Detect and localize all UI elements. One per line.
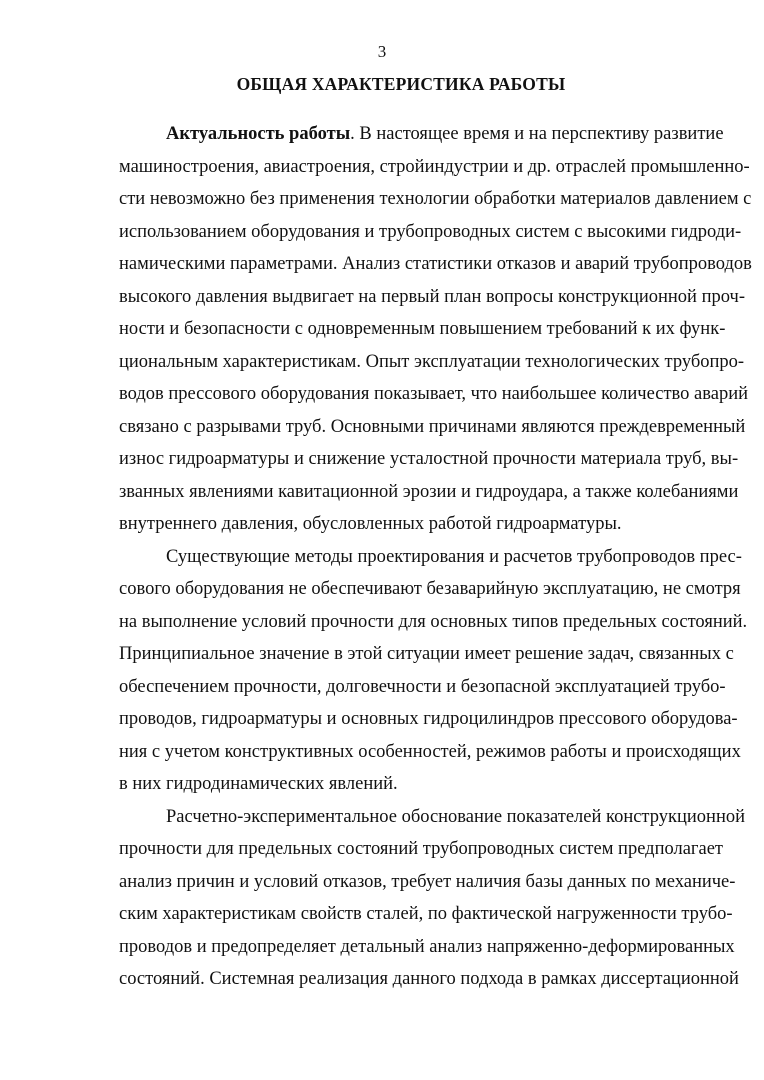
text-line: званных явлениями кавитационной эрозии и гидроудара, а также колебаниями xyxy=(119,481,739,502)
text-line: обеспечением прочности, долговечности и безопасной эксплуатацией трубо- xyxy=(119,676,726,697)
text-line: водов прессового оборудования показывает, что наибольшее количество аварий xyxy=(119,384,748,404)
paragraph-methods xyxy=(119,541,748,801)
text-line: ским характеристикам свойств сталей, по фактической нагруженности трубо- xyxy=(119,904,733,924)
text-line: проводов и предопределяет детальный анализ напряженно-деформированных xyxy=(119,936,735,957)
text-line: Расчетно-экспериментальное обоснование показателей конструкционной xyxy=(166,806,745,827)
text-line: в них гидродинамических явлений. xyxy=(119,774,398,794)
paragraph-relevance xyxy=(119,118,752,541)
text-line: ния с учетом конструктивных особенностей, режимов работы и происходящих xyxy=(119,741,741,762)
text-line: связано с разрывами труб. Основными причинами являются преждевременный xyxy=(119,416,746,437)
paragraph-justification xyxy=(119,801,745,996)
text-line: машиностроения, авиастроения, стройиндустрии и др. отраслей промышленно- xyxy=(119,156,750,177)
lead-term-relevance: Актуальность работы xyxy=(166,124,351,144)
text-line: прочности для предельных состояний трубопроводных систем предполагает xyxy=(119,839,724,859)
text-line: Принципиальное значение в этой ситуации имеет решение задач, связанных с xyxy=(119,644,734,664)
page-title: ОБЩАЯ ХАРАКТЕРИСТИКА РАБОТЫ xyxy=(236,74,566,94)
text-line: высокого давления выдвигает на первый план вопросы конструкционной проч- xyxy=(119,286,745,307)
body-text xyxy=(119,118,752,996)
text-line: внутреннего давления, обусловленных работой гидроарматуры. xyxy=(119,514,622,534)
text-line: анализ причин и условий отказов, требует наличия базы данных по механиче- xyxy=(119,871,736,892)
text-line: намическими параметрами. Анализ статистики отказов и аварий трубопроводов xyxy=(119,254,752,274)
text-line: на выполнение условий прочности для основных типов предельных состояний. xyxy=(119,611,748,632)
text-line: использованием оборудования и трубопроводных систем с высокими гидроди- xyxy=(119,221,742,242)
text-line: износ гидроарматуры и снижение усталостной прочности материала труб, вы- xyxy=(119,449,739,469)
page-number: 3 xyxy=(377,42,387,61)
text-line: циональным характеристикам. Опыт эксплуатации технологических трубопро- xyxy=(119,351,745,372)
text-line: ности и безопасности с одновременным повышением требований к их функ- xyxy=(119,319,726,339)
text-line: сти невозможно без применения технологии обработки материалов давлением с xyxy=(119,189,752,209)
text-line: Актуальность работы. В настоящее время и на перспективу развитие xyxy=(166,124,724,144)
text-line: проводов, гидроарматуры и основных гидроцилиндров прессового оборудова- xyxy=(119,709,738,729)
text-line: Существующие методы проектирования и расчетов трубопроводов прес- xyxy=(166,546,742,567)
text-line: сового оборудования не обеспечивают безаварийную эксплуатацию, не смотря xyxy=(119,579,741,599)
text-line: состояний. Системная реализация данного подхода в рамках диссертационной xyxy=(119,969,739,989)
